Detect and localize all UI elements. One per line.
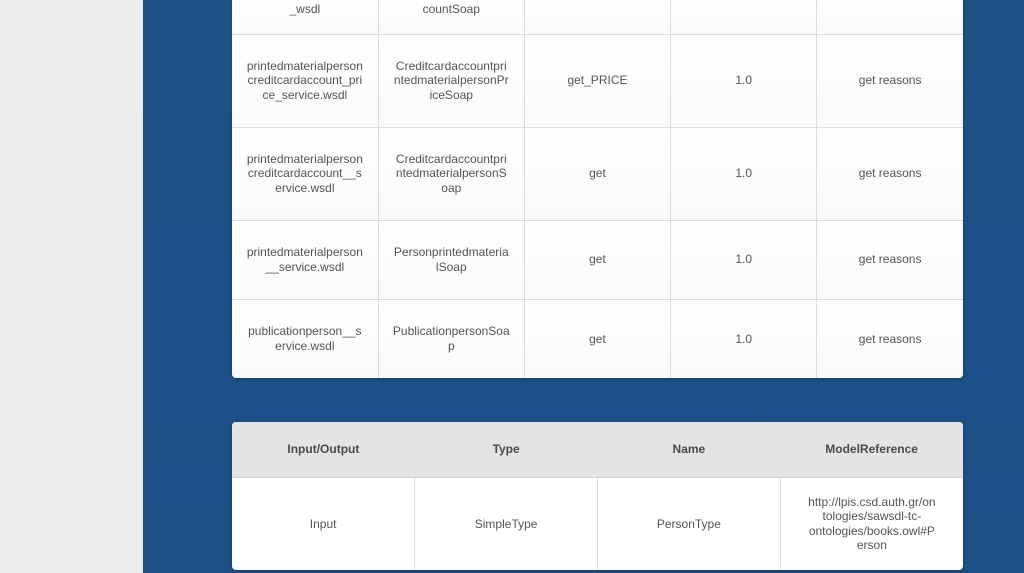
table-header-row [232, 422, 963, 477]
services-table-card [232, 0, 963, 378]
header-name: Name [598, 422, 781, 477]
wsdl-cell: publicationperson__service.wsdl [232, 299, 378, 378]
parameters-table-card [232, 422, 963, 570]
table-row [232, 127, 963, 220]
port-cell: PersonprintedmaterialSoap [378, 220, 524, 299]
wsdl-cell: printedmaterialpersoncreditcardaccount_price_service.wsdl [232, 34, 378, 127]
header-model-reference: ModelReference [780, 422, 963, 477]
model-reference-cell: http://lpis.csd.auth.gr/ontologies/sawsdl-tc-ontologies/books.owl#Person [808, 494, 936, 553]
port-cell: countSoap [378, 0, 524, 34]
table-row [232, 220, 963, 299]
name-cell: PersonType [598, 477, 781, 570]
action-cell[interactable] [817, 0, 963, 34]
left-gutter [0, 0, 143, 573]
type-cell: SimpleType [415, 477, 598, 570]
version-cell: 1.0 [671, 220, 817, 299]
parameters-table [232, 422, 963, 570]
version-cell: 1.0 [671, 299, 817, 378]
get-reasons-link[interactable]: get reasons [817, 220, 963, 299]
operation-cell: get [524, 127, 670, 220]
version-cell: 1.0 [671, 127, 817, 220]
header-type: Type [415, 422, 598, 477]
version-cell [671, 0, 817, 34]
port-cell: PublicationpersonSoap [378, 299, 524, 378]
table-row [232, 477, 963, 570]
table-row [232, 0, 963, 34]
get-reasons-link[interactable]: get reasons [817, 34, 963, 127]
table-row [232, 34, 963, 127]
version-cell: 1.0 [671, 34, 817, 127]
operation-cell: get_PRICE [524, 34, 670, 127]
wsdl-cell: _wsdl [232, 0, 378, 34]
io-cell: Input [232, 477, 415, 570]
operation-cell: get [524, 220, 670, 299]
services-table [232, 0, 963, 378]
wsdl-cell: printedmaterialpersoncreditcardaccount__service.wsdl [232, 127, 378, 220]
get-reasons-link[interactable]: get reasons [817, 299, 963, 378]
wsdl-cell: printedmaterialperson__service.wsdl [232, 220, 378, 299]
operation-cell: get [524, 299, 670, 378]
get-reasons-link[interactable]: get reasons [817, 127, 963, 220]
port-cell: CreditcardaccountprintedmaterialpersonSoap [378, 127, 524, 220]
port-cell: CreditcardaccountprintedmaterialpersonPriceSoap [378, 34, 524, 127]
table-row [232, 299, 963, 378]
header-input-output: Input/Output [232, 422, 415, 477]
operation-cell [524, 0, 670, 34]
